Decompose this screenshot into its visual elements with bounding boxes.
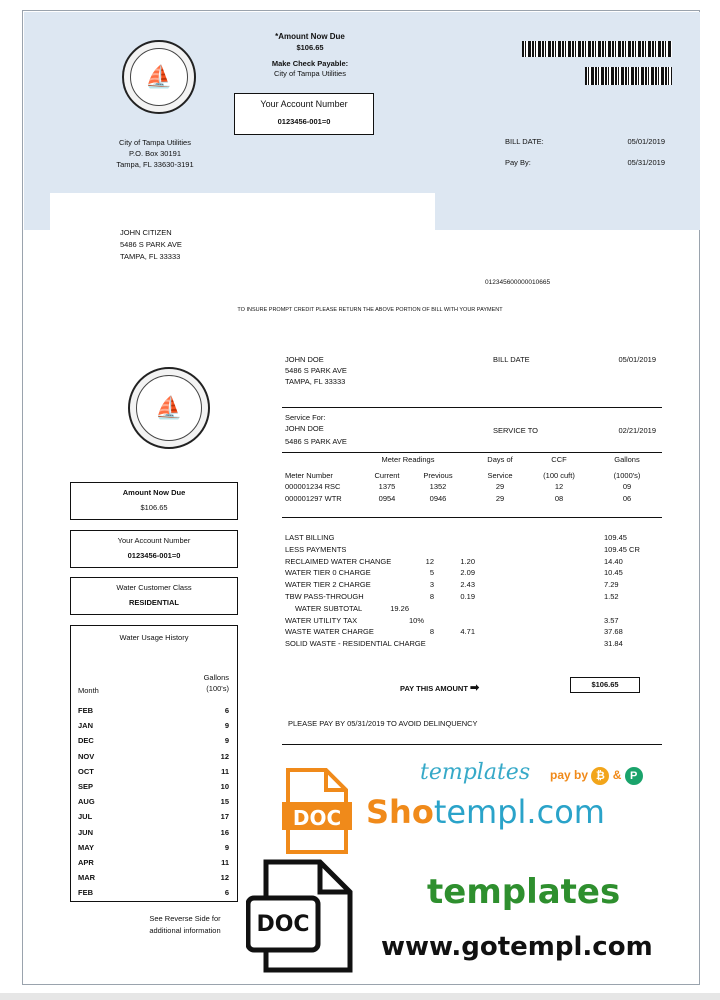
history-month: MAR [78,873,96,883]
history-value: 17 [220,812,229,822]
watermark-script: templates [420,760,531,785]
meter-current: 1375 [378,482,396,491]
meter-gallons: 09 [622,482,632,491]
charge-label: LAST BILLING [285,533,335,542]
charge-amount: 14.40 [604,556,623,566]
charge-amount: 10.45 [604,568,623,578]
pay-amount-value: $106.65 [570,677,640,693]
history-month: FEB [78,706,93,715]
charge-label: WATER UTILITY TAX [285,615,358,625]
reverse-note-2: additional information [149,926,221,935]
charge-amount: 109.45 [604,533,627,542]
service-for-label: Service For: [285,413,326,422]
sender-po: P.O. Box 30191 [129,149,181,158]
doc-file-icon-black [246,858,356,976]
charge-rate: 2.09 [460,568,475,578]
history-value: 6 [224,888,229,898]
divider-3 [282,517,662,518]
charge-qty: 8 [429,592,434,601]
usage-history-box [70,625,238,902]
brand-templ: templ.com [433,793,605,831]
usage-history-title: Water Usage History [119,633,189,642]
pay-by-label: pay by [550,768,589,782]
charge-label: LESS PAYMENTS [285,544,347,554]
reverse-note-1: See Reverse Side for [149,914,221,923]
charge-qty: 5 [429,568,434,578]
meter-previous: 0946 [429,494,447,503]
barcode-top [522,41,672,57]
meter-number: 000001234 RSC [285,482,341,491]
account-number-value: 0123456-001=0 [127,550,181,560]
divider-4 [282,744,662,745]
meter-days: 29 [495,482,505,491]
watermark-gotempl: www.gotempl.com [381,932,653,962]
history-value: 15 [220,797,229,807]
stub-bill-date-label: BILL DATE: [505,137,544,146]
history-value: 12 [220,751,229,761]
history-month: MAY [78,842,94,852]
ccf-label: CCF [551,455,567,464]
meter-number: 000001297 WTR [285,494,342,503]
pay-amount-label: PAY THIS AMOUNT ➡ [400,682,480,694]
charge-amount: 37.68 [604,627,623,637]
watermark-payby [550,767,643,785]
make-check-payable: Make Check Payable: [271,59,349,68]
history-value: 11 [221,858,229,867]
charge-amount: 1.52 [604,592,619,601]
history-value: 12 [220,873,229,883]
brand-sho: Sho [366,793,434,831]
bottom-scrollbar-track[interactable] [0,993,720,1000]
charge-label: SOLID WASTE - RESIDENTIAL CHARGE [285,639,426,649]
history-month: JUN [78,827,94,837]
doc-label-orange: DOC [292,806,342,830]
stub-account-box [234,93,374,135]
main-bill-date-label: BILL DATE [493,355,530,364]
service-street: 5486 S PARK AVE [285,437,347,446]
days-of-label: Days of [487,455,513,464]
main-bill-date-value: 05/01/2019 [618,355,656,364]
meter-ccf: 08 [554,494,564,503]
charge-rate: 0.19 [460,592,475,601]
stub-amount-due-value: $106.65 [296,43,324,52]
charge-amount: 109.45 CR [604,544,640,554]
doc-file-icon-orange [282,768,352,854]
sender-city: Tampa, FL 33630-3191 [116,160,194,169]
charge-qty: 10% [408,615,424,625]
charge-amount: 7.29 [604,580,619,590]
customer-class-label: Water Customer Class [116,583,192,592]
watermark-templates: templates [427,872,621,912]
history-value: 9 [224,736,229,746]
charge-label: RECLAIMED WATER CHANGE [285,556,392,566]
charge-label: WATER TIER 0 CHARGE [285,568,371,578]
col-previous: Previous [423,471,453,480]
address-window [50,193,435,293]
amount-due-label: Amount Now Due [122,488,186,497]
col-current: Current [374,471,400,480]
coin-p-icon: P [625,767,643,785]
history-col-gallons: Gallons (100's) [203,673,229,694]
customer-street: 5486 S PARK AVE [120,240,182,249]
charge-qty: 12 [425,556,434,566]
payable-to: City of Tampa Utilities [274,69,346,78]
history-month: NOV [78,751,95,761]
history-value: 11 [221,766,229,776]
charge-label: TBW PASS-THROUGH [285,592,364,601]
col-gallons-units: (1000's) [613,471,641,480]
history-value: 16 [220,827,229,837]
meter-gallons: 06 [622,494,632,503]
history-month: SEP [78,782,94,791]
amount-due-box [70,482,238,520]
ampersand: & [612,768,622,782]
meter-current: 0954 [378,494,396,503]
stub-pay-by-value: 05/31/2019 [627,158,665,167]
charge-rate: 2.43 [460,580,475,590]
col-ccf-units: (100 cuft) [543,471,575,480]
arrow-right-icon: ➡ [470,682,480,694]
main-name: JOHN DOE [285,355,324,364]
history-month: FEB [78,888,93,898]
stub-pay-by-label: Pay By: [505,158,531,167]
account-number-box [70,530,238,568]
history-value: 9 [224,842,229,852]
charge-label: WATER TIER 2 CHARGE [285,580,371,590]
main-street: 5486 S PARK AVE [285,366,347,375]
city-seal-icon: ⛵ [122,40,196,114]
charge-qty: 19.26 [390,603,409,613]
history-month: APR [78,858,94,867]
charge-qty: 8 [429,627,434,637]
history-col-month: Month [78,686,99,695]
service-to-value: 02/21/2019 [618,426,656,435]
customer-class-value: RESIDENTIAL [128,597,179,607]
bitcoin-icon: ₿ [591,767,609,785]
charge-rate: 1.20 [460,556,475,566]
gallons-label: Gallons [614,455,640,464]
history-month: AUG [78,797,95,807]
col-meter-number: Meter Number [285,471,333,480]
history-value: 9 [224,721,229,731]
service-name: JOHN DOE [285,424,324,433]
stub-bill-date-value: 05/01/2019 [627,137,665,146]
main-city: TAMPA, FL 33333 [285,377,346,386]
customer-city: TAMPA, FL 33333 [120,252,181,261]
customer-name: JOHN CITIZEN [120,228,172,237]
amount-due-value: $106.65 [140,502,168,512]
account-number-label: Your Account Number [117,536,191,545]
city-seal-icon-2: ⛵ [128,367,210,449]
charge-label: WATER SUBTOTAL [295,603,363,613]
watermark-shotempl [366,793,605,831]
doc-label-black: DOC [256,912,310,937]
history-month: OCT [78,766,94,776]
meter-days: 29 [495,494,505,503]
meter-readings-label: Meter Readings [381,455,435,464]
divider-2 [282,452,662,453]
delinquency-note: PLEASE PAY BY 05/31/2019 TO AVOID DELINQUENCY [288,719,478,728]
meter-previous: 1352 [429,482,447,491]
history-value: 10 [220,782,229,791]
charge-amount: 31.84 [604,639,623,649]
service-to-label: SERVICE TO [493,426,539,435]
stub-account-label: Your Account Number [260,99,348,109]
charge-qty: 3 [429,580,434,590]
history-month: DEC [78,736,94,746]
history-month: JAN [78,721,94,731]
divider-1 [282,407,662,408]
meter-ccf: 12 [554,482,564,491]
charge-amount: 3.57 [604,615,619,625]
history-month: JUL [78,812,93,822]
barcode-small [585,67,672,85]
charge-rate: 4.71 [460,627,475,637]
return-notice: TO INSURE PROMPT CREDIT PLEASE RETURN THE ABOVE PORTION OF BILL WITH YOUR PAYMENT [237,307,503,313]
customer-class-box [70,577,238,615]
history-value: 6 [224,706,229,715]
sender-name: City of Tampa Utilities [119,138,191,147]
charge-label: WASTE WATER CHARGE [285,627,374,637]
col-service: Service [487,471,513,480]
stub-account-value: 0123456-001=0 [277,116,331,126]
stub-amount-due-title: *Amount Now Due [275,32,345,41]
scan-line: 012345600000010665 [485,279,551,286]
